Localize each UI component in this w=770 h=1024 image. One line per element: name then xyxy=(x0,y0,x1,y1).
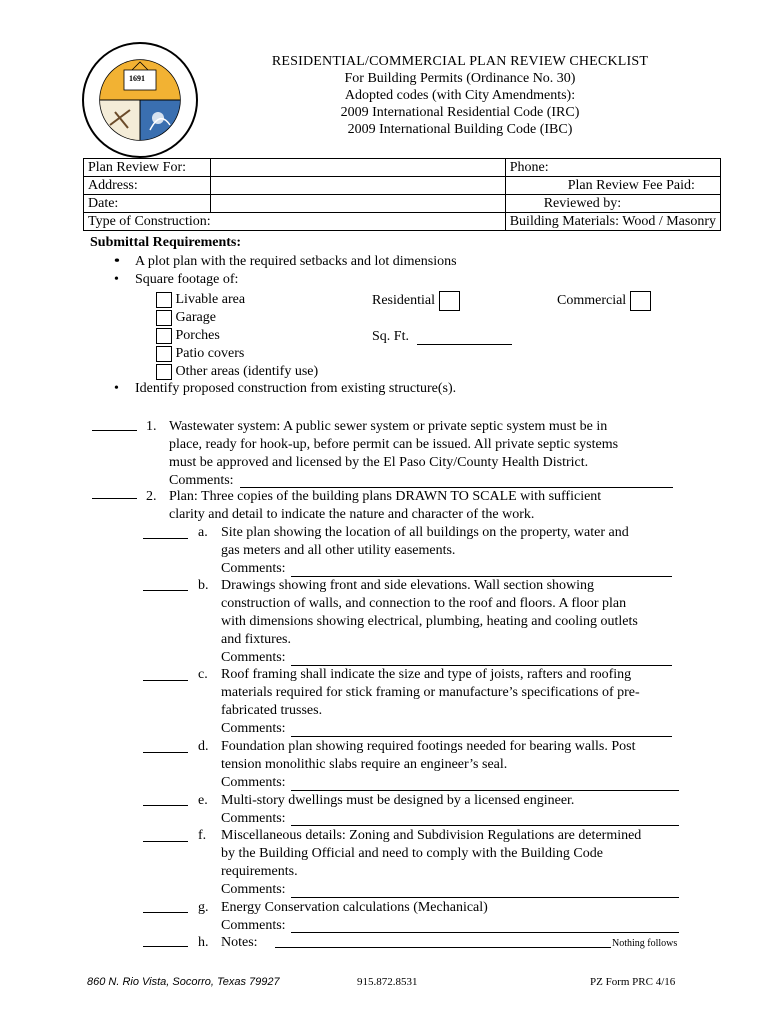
area-patio[interactable]: Patio covers xyxy=(156,345,318,363)
item-c-text: Roof framing shall indicate the size and type of joists, rafters and roofing materials required for stick framing or manufacture’s specifications of pre- fabricated trusses. Comments: xyxy=(221,667,640,736)
info-form xyxy=(83,158,721,231)
residential-option[interactable]: Residential xyxy=(372,291,460,311)
bullet-plot-plan: A plot plan with the required setbacks and lot dimensions xyxy=(135,254,457,269)
check-blank-e[interactable] xyxy=(143,805,188,806)
check-blank-a[interactable] xyxy=(143,538,188,539)
item-a-letter: a. xyxy=(198,525,208,540)
footer-form-id: PZ Form PRC 4/16 xyxy=(590,976,676,988)
checkbox[interactable] xyxy=(156,292,172,308)
item-g-text: Energy Conservation calculations (Mechanical) Comments: xyxy=(221,900,488,933)
checkbox[interactable] xyxy=(156,364,172,380)
date-field[interactable] xyxy=(210,195,505,213)
bullet-icon: • xyxy=(114,272,119,287)
item-f-letter: f. xyxy=(198,828,207,843)
comments-field-c[interactable] xyxy=(291,736,672,737)
area-checklist xyxy=(156,291,318,381)
notes-label: Notes: xyxy=(221,935,258,950)
submittal-heading: Submittal Requirements: xyxy=(90,235,242,250)
address-label: Address: xyxy=(84,177,211,195)
item-f-text: Miscellaneous details: Zoning and Subdivision Regulations are determined by the Building Official and need to comply with the Building Code requirements. Comments: xyxy=(221,828,642,897)
bullet-identify: Identify proposed construction from existing structure(s). xyxy=(135,381,457,396)
reviewed-by-label: Reviewed by: xyxy=(505,195,720,213)
comments-field-e[interactable] xyxy=(291,825,679,826)
seal-year: 1691 xyxy=(129,74,145,83)
area-porches[interactable]: Porches xyxy=(156,327,318,345)
plan-review-for-field[interactable] xyxy=(210,159,505,177)
bullet-icon: • xyxy=(114,254,119,269)
sqft-label: Sq. Ft. xyxy=(372,329,409,344)
building-materials-label: Building Materials: Wood / Masonry xyxy=(505,213,720,231)
footer-address: 860 N. Rio Vista, Socorro, Texas 79927 xyxy=(87,976,280,988)
area-other[interactable]: Other areas (identify use) xyxy=(156,363,318,381)
comments-field-g[interactable] xyxy=(291,932,679,933)
area-livable[interactable]: Livable area xyxy=(156,291,318,309)
item-e-letter: e. xyxy=(198,793,208,808)
city-seal xyxy=(80,40,200,160)
comments-field-f[interactable] xyxy=(291,897,679,898)
item-d-text: Foundation plan showing required footings needed for bearing walls. Post tension monolithic slabs require an engineer’s seal. Comments: xyxy=(221,739,636,790)
check-blank-h[interactable] xyxy=(143,946,188,947)
phone-label: Phone: xyxy=(505,159,720,177)
bullet-icon: • xyxy=(114,381,119,396)
fee-paid-label: Plan Review Fee Paid: xyxy=(505,177,720,195)
commercial-checkbox[interactable] xyxy=(630,291,651,311)
item-1-text: Wastewater system: A public sewer system or private septic system must be in place, ready for hook-up, before permit can be issued. All private septic systems must be approved and licensed by the El Paso City/County Health District. Comments: xyxy=(169,419,619,488)
page-title: RESIDENTIAL/COMMERCIAL PLAN REVIEW CHECKLIST xyxy=(271,54,649,69)
codes-line: Adopted codes (with City Amendments): xyxy=(344,88,576,103)
area-garage[interactable]: Garage xyxy=(156,309,318,327)
notes-field[interactable] xyxy=(275,947,611,948)
address-field[interactable] xyxy=(210,177,505,195)
irc-line: 2009 International Residential Code (IRC) xyxy=(340,105,580,120)
check-blank-g[interactable] xyxy=(143,912,188,913)
item-a-text: Site plan showing the location of all buildings on the property, water and gas meters and all other utility easements. Comments: xyxy=(221,525,629,576)
item-b-text: Drawings showing front and side elevations. Wall section showing construction of walls, and connection to the roof and floors. A floor plan with dimensions showing electrical, plumbing, heating and cooling outlets and fixtures. Comments: xyxy=(221,578,638,665)
bullet-square-footage: Square footage of: xyxy=(135,272,239,287)
type-construction-label: Type of Construction: xyxy=(84,213,506,231)
page-header xyxy=(200,53,720,138)
item-c-letter: c. xyxy=(198,667,208,682)
checkbox[interactable] xyxy=(156,310,172,326)
footer-phone: 915.872.8531 xyxy=(357,976,418,988)
item-g-letter: g. xyxy=(198,900,209,915)
item-e-text: Multi-story dwellings must be designed by a licensed engineer. Comments: xyxy=(221,793,575,826)
item-2-number: 2. xyxy=(146,489,157,504)
ordinance-line: For Building Permits (Ordinance No. 30) xyxy=(344,71,576,86)
date-label: Date: xyxy=(84,195,211,213)
nothing-follows: Nothing follows xyxy=(612,938,678,949)
ibc-line: 2009 International Building Code (IBC) xyxy=(347,122,573,137)
checkbox[interactable] xyxy=(156,328,172,344)
item-d-letter: d. xyxy=(198,739,209,754)
residential-checkbox[interactable] xyxy=(439,291,460,311)
check-blank-d[interactable] xyxy=(143,752,188,753)
check-blank-c[interactable] xyxy=(143,680,188,681)
item-2-text: Plan: Three copies of the building plans DRAWN TO SCALE with sufficient clarity and detail to indicate the nature and character of the work. xyxy=(169,489,602,522)
item-1-number: 1. xyxy=(146,419,157,434)
plan-review-for-label: Plan Review For: xyxy=(84,159,211,177)
comments-field-d[interactable] xyxy=(291,790,679,791)
item-b-letter: b. xyxy=(198,578,209,593)
checkbox[interactable] xyxy=(156,346,172,362)
commercial-option[interactable]: Commercial xyxy=(557,291,651,311)
check-blank-1[interactable] xyxy=(92,430,137,431)
sqft-field[interactable] xyxy=(417,344,512,345)
check-blank-f[interactable] xyxy=(143,841,188,842)
check-blank-2[interactable] xyxy=(92,498,137,499)
item-h-letter: h. xyxy=(198,935,209,950)
check-blank-b[interactable] xyxy=(143,590,188,591)
